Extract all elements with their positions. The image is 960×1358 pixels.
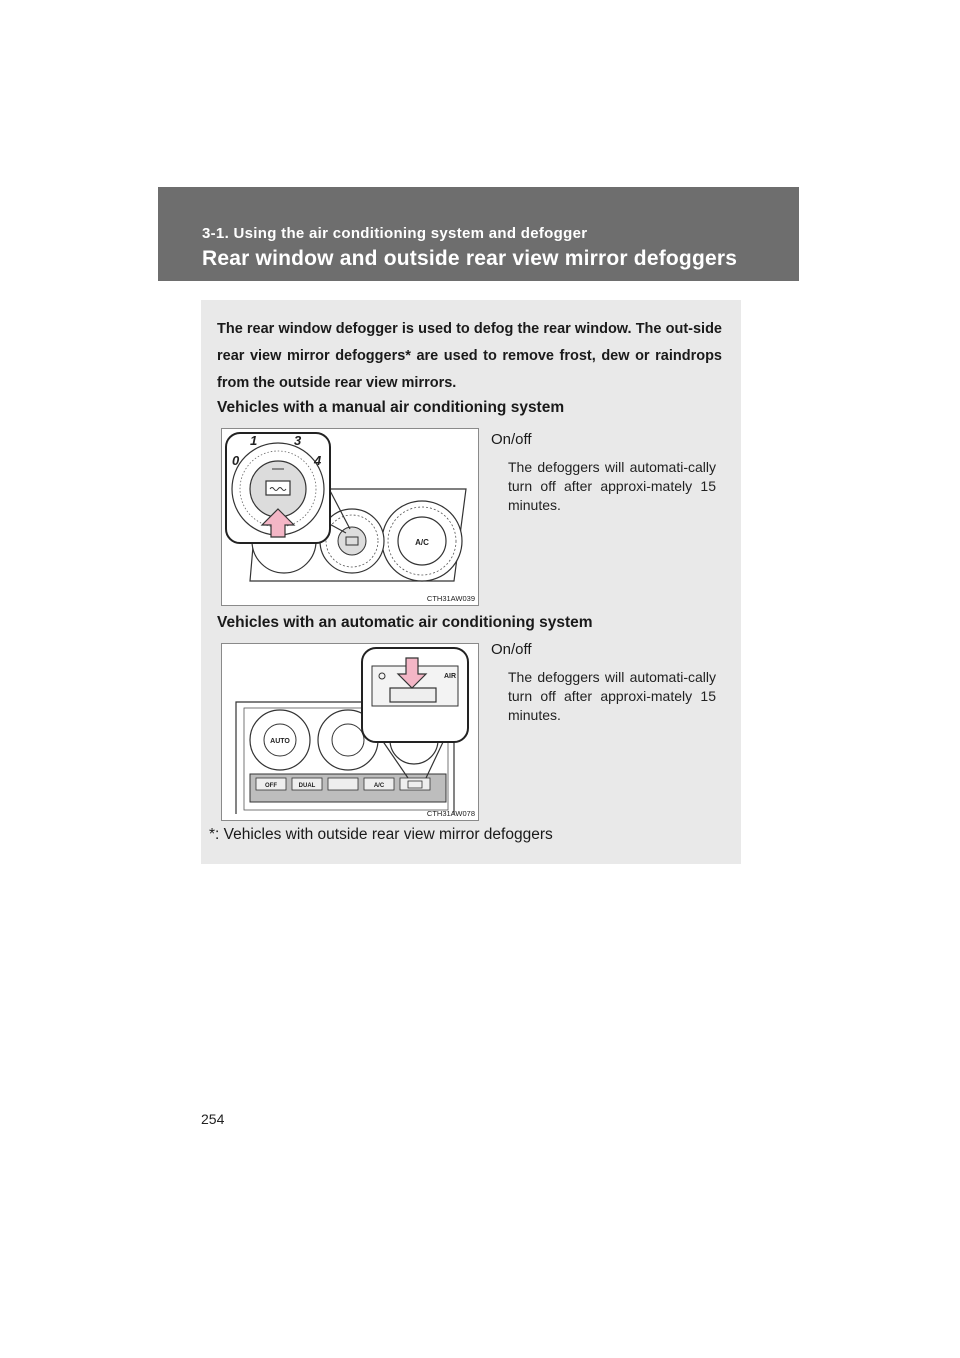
manual-ac-illustration [221,428,479,606]
button-label-ac: A/C [373,783,385,789]
intro-paragraph: The rear window defogger is used to defog the rear window. The out-side rear view mirror defoggers* are used to remove frost, dew or raindrops from the outside rear view mirrors. [217,321,722,391]
automatic-ac-panel-drawing [222,644,478,820]
footnote: *: Vehicles with outside rear view mirror defoggers [209,826,553,843]
dial-number-1: 1 [250,433,258,448]
manual-description: The defoggers will automati-cally turn off after approxi-mately 15 minutes. [508,459,716,513]
content-panel [201,300,741,864]
dial-number-0: 0 [232,453,240,468]
section-title: 3-1. Using the air conditioning system and defogger [202,225,588,242]
dial-number-3: 3 [294,433,302,448]
figure-code: CTH31AW039 [426,594,475,603]
automatic-ac-illustration [221,643,479,821]
section-header [158,187,799,281]
zoom-air-label: AIR [444,673,457,680]
page-title: Rear window and outside rear view mirror defoggers [202,247,738,270]
ac-knob-label: A/C [415,538,429,547]
automatic-on-off-label: On/off [491,641,532,658]
dial-number-4: 4 [314,453,322,468]
manual-ac-panel-drawing [222,429,478,605]
manual-on-off-label: On/off [491,431,532,448]
page-number: 254 [201,1111,225,1127]
manual-ac-heading: Vehicles with a manual air conditioning system [217,399,565,416]
auto-knob-label: AUTO [270,738,290,745]
figure-code: CTH31AW078 [426,809,475,818]
button-label-off: OFF [265,783,277,789]
automatic-description: The defoggers will automati-cally turn off after approxi-mately 15 minutes. [508,669,716,723]
button-label-dual: DUAL [298,783,316,789]
automatic-ac-heading: Vehicles with an automatic air conditioning system [217,614,593,631]
